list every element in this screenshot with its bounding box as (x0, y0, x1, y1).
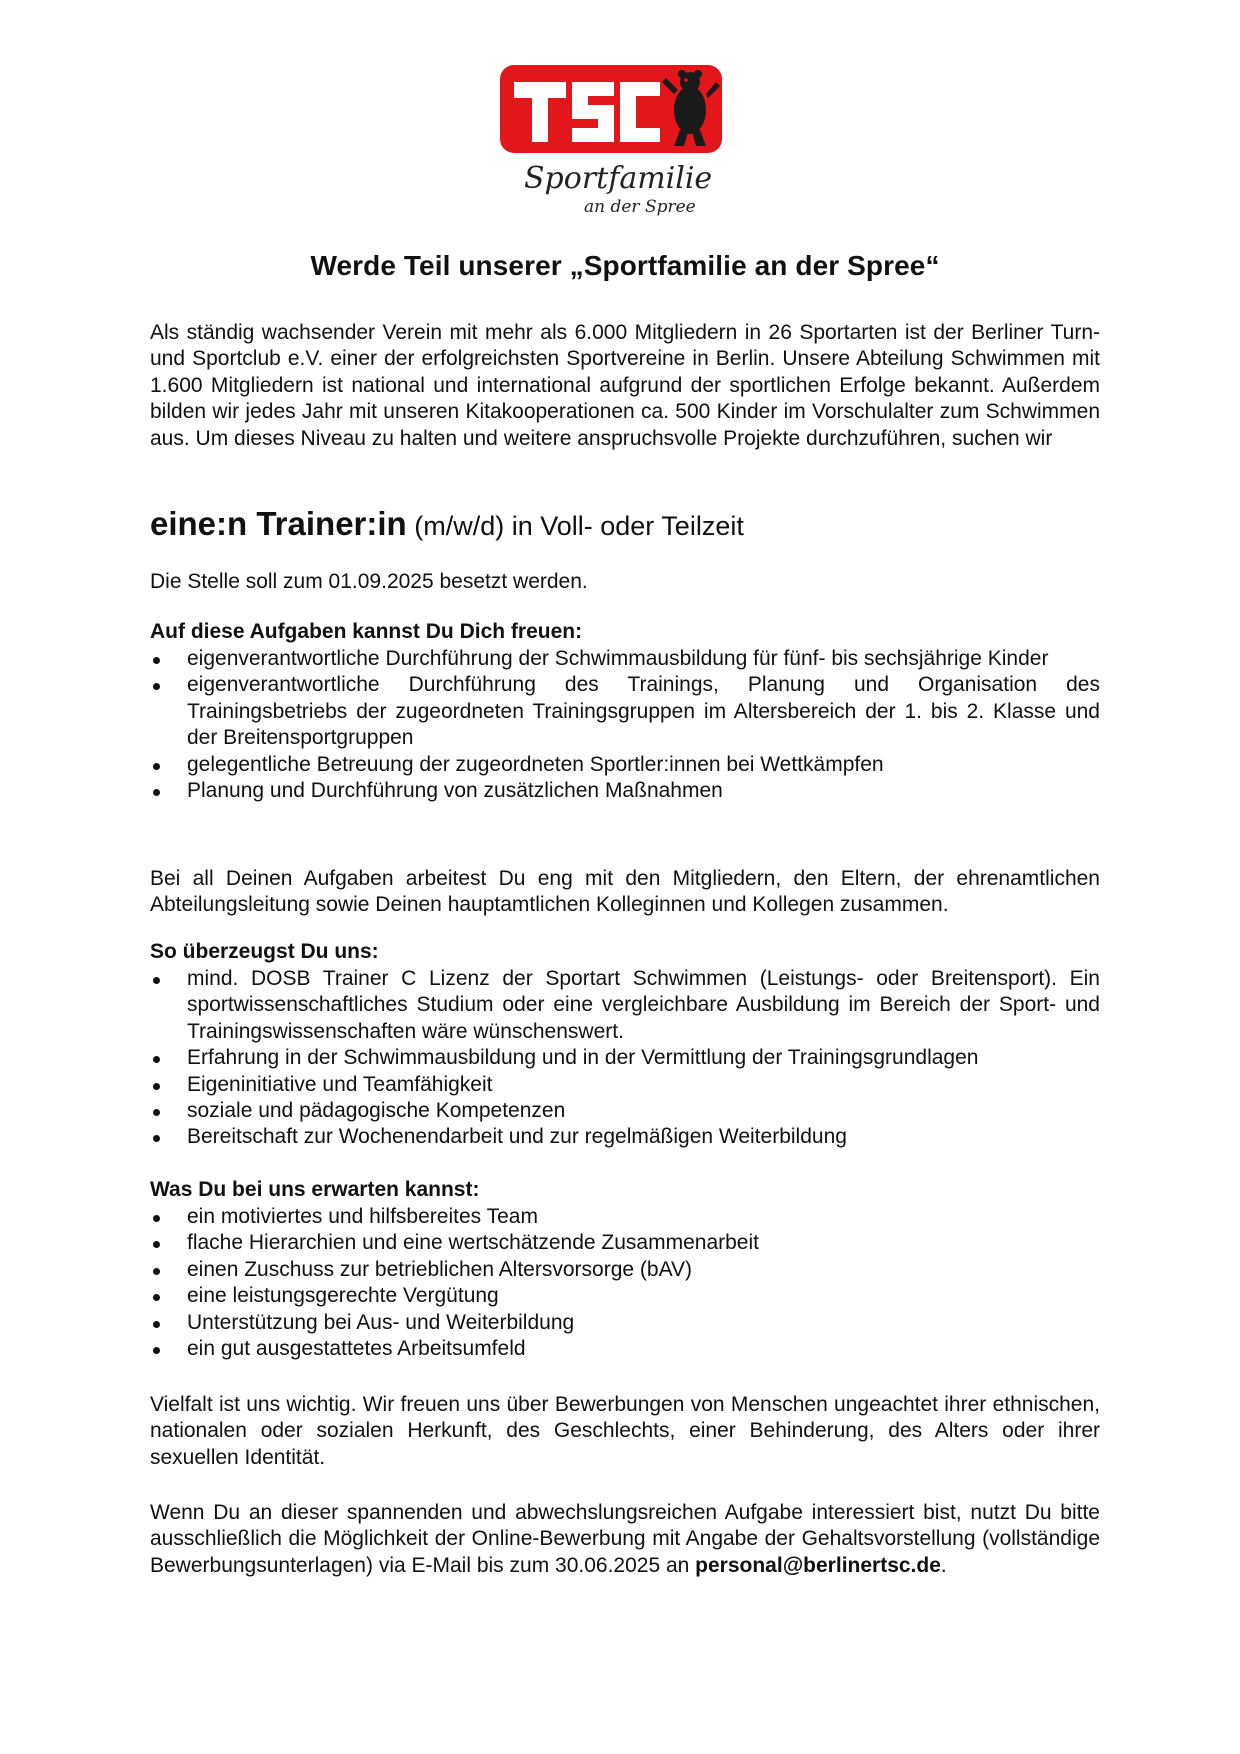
application-end: . (940, 1553, 947, 1577)
list-item-text: Unterstützung bei Aus- und Weiterbildung (187, 1310, 575, 1334)
role-title: eine:n Trainer:in (150, 505, 407, 542)
start-date-note: Die Stelle soll zum 01.09.2025 besetzt werden. (150, 570, 588, 593)
page-title: Werde Teil unserer „Sportfamilie an der Spree“ (310, 250, 940, 281)
requirements-heading: So überzeugst Du uns: (150, 940, 379, 963)
requirements-list (150, 966, 1100, 1151)
list-item-text: mind. DOSB Trainer C Lizenz der Sportart Schwimmen (Leistungs- oder Breitensport). Ein sportwissenschaftliches Studium oder eine vergleichbare Ausbildung im Bereich der Sport- und Trainingswissenschaften wäre wünschenswert. (187, 967, 1100, 1043)
bullet-icon (153, 1347, 160, 1354)
list-item-text: soziale und pädagogische Kompetenzen (187, 1099, 566, 1123)
bullet-icon (153, 977, 160, 984)
logo-tagline-line2: an der Spree (584, 197, 696, 217)
bullet-icon (153, 1241, 160, 1248)
bullet-icon (153, 1215, 160, 1222)
list-item-text: Planung und Durchführung von zusätzlichen Maßnahmen (187, 779, 723, 803)
list-item (150, 1230, 1100, 1256)
application-paragraph (150, 1500, 1100, 1579)
list-item-text: gelegentliche Betreuung der zugeordneten Sportler:innen bei Wettkämpfen (187, 752, 884, 776)
bullet-icon (153, 657, 160, 664)
list-item (150, 1336, 1100, 1362)
intro-paragraph: Als ständig wachsender Verein mit mehr als 6.000 Mitgliedern in 26 Sportarten ist der Berliner Turn- und Sportclub e.V. einer der erfolgreichsten Sportvereine in Berlin. Unsere Abteilung Schwimmen mit 1.600 Mitgliedern ist national und international aufgrund der sportlichen Erfolge bekannt. Außerdem bilden wir jedes Jahr mit unseren Kitakooperationen ca. 500 Kinder im Vorschulalter zum Schwimmen aus. Um dieses Niveau zu halten und weitere anspruchsvolle Projekte durchzuführen, suchen wir (150, 321, 1100, 450)
benefits-heading: Was Du bei uns erwarten kannst: (150, 1178, 480, 1201)
list-item-text: Bereitschaft zur Wochenendarbeit und zur regelmäßigen Weiterbildung (187, 1125, 847, 1149)
bullet-icon (153, 1135, 160, 1142)
list-item-text: flache Hierarchien und eine wertschätzende Zusammenarbeit (187, 1231, 759, 1255)
benefits-list (150, 1204, 1100, 1362)
bullet-icon (153, 1268, 160, 1275)
list-item (150, 966, 1100, 1045)
bullet-icon (153, 789, 160, 796)
list-item-text: einen Zuschuss zur betrieblichen Altersvorsorge (bAV) (187, 1257, 693, 1281)
list-item-text: Erfahrung in der Schwimmausbildung und in der Vermittlung der Trainingsgrundlagen (187, 1046, 979, 1070)
list-item-text: eigenverantwortliche Durchführung des Trainings, Planung und Organisation des Trainingsbetriebs der zugeordneten Trainingsgruppen im Altersbereich der 1. bis 2. Klasse und der Breitensportgruppen (187, 673, 1100, 750)
list-item (150, 778, 1100, 804)
list-item (150, 672, 1100, 751)
list-item-text: ein gut ausgestattetes Arbeitsumfeld (187, 1337, 526, 1361)
tsc-logo (496, 60, 726, 220)
list-item (150, 1283, 1100, 1309)
list-item (150, 1045, 1100, 1071)
collaboration-paragraph: Bei all Deinen Aufgaben arbeitest Du eng mit den Mitgliedern, den Eltern, der ehrenamtlichen Abteilungsleitung sowie Deinen hauptamtlichen Kolleginnen und Kollegen zusammen. (150, 867, 1100, 917)
tasks-heading: Auf diese Aufgaben kannst Du Dich freuen: (150, 620, 583, 643)
logo-tagline-line1: Sportfamilie (524, 161, 713, 196)
list-item (150, 1072, 1100, 1098)
diversity-paragraph: Vielfalt ist uns wichtig. Wir freuen uns über Bewerbungen von Menschen ungeachtet ihrer ethnischen, nationalen oder sozialen Herkunft, des Geschlechts, einer Behinderung, des Alters oder ihrer sexuellen Identität. (150, 1393, 1100, 1469)
bullet-icon (153, 683, 160, 690)
tasks-list (150, 646, 1100, 804)
list-item (150, 1257, 1100, 1283)
role-heading (150, 505, 1100, 543)
bullet-icon (153, 1321, 160, 1328)
list-item (150, 1310, 1100, 1336)
list-item-text: eigenverantwortliche Durchführung der Schwimmausbildung für fünf- bis sechsjährige Kinder (187, 647, 1049, 670)
list-item (150, 646, 1100, 672)
list-item (150, 1098, 1100, 1124)
application-text: Wenn Du an dieser spannenden und abwechslungsreichen Aufgabe interessiert bist, nutzt Du bitte ausschließlich die Möglichkeit der Online-Bewerbung mit Angabe der Gehaltsvorstellung (vollständige Bewerbungsunterlagen) via E-Mail bis zum 30.06.2025 an (150, 1501, 1100, 1577)
list-item-text: eine leistungsgerechte Vergütung (187, 1284, 499, 1308)
bullet-icon (153, 1083, 160, 1090)
list-item (150, 1204, 1100, 1230)
role-suffix: (m/w/d) in Voll- oder Teilzeit (406, 511, 744, 541)
application-email-link[interactable]: personal@berlinertsc.de (695, 1553, 941, 1577)
bullet-icon (153, 1109, 160, 1116)
bullet-icon (153, 1294, 160, 1301)
list-item-text: Eigeninitiative und Teamfähigkeit (187, 1072, 493, 1096)
list-item-text: ein motiviertes und hilfsbereites Team (187, 1205, 538, 1228)
list-item (150, 752, 1100, 778)
list-item (150, 1124, 1100, 1150)
bullet-icon (153, 763, 160, 770)
bullet-icon (153, 1056, 160, 1063)
